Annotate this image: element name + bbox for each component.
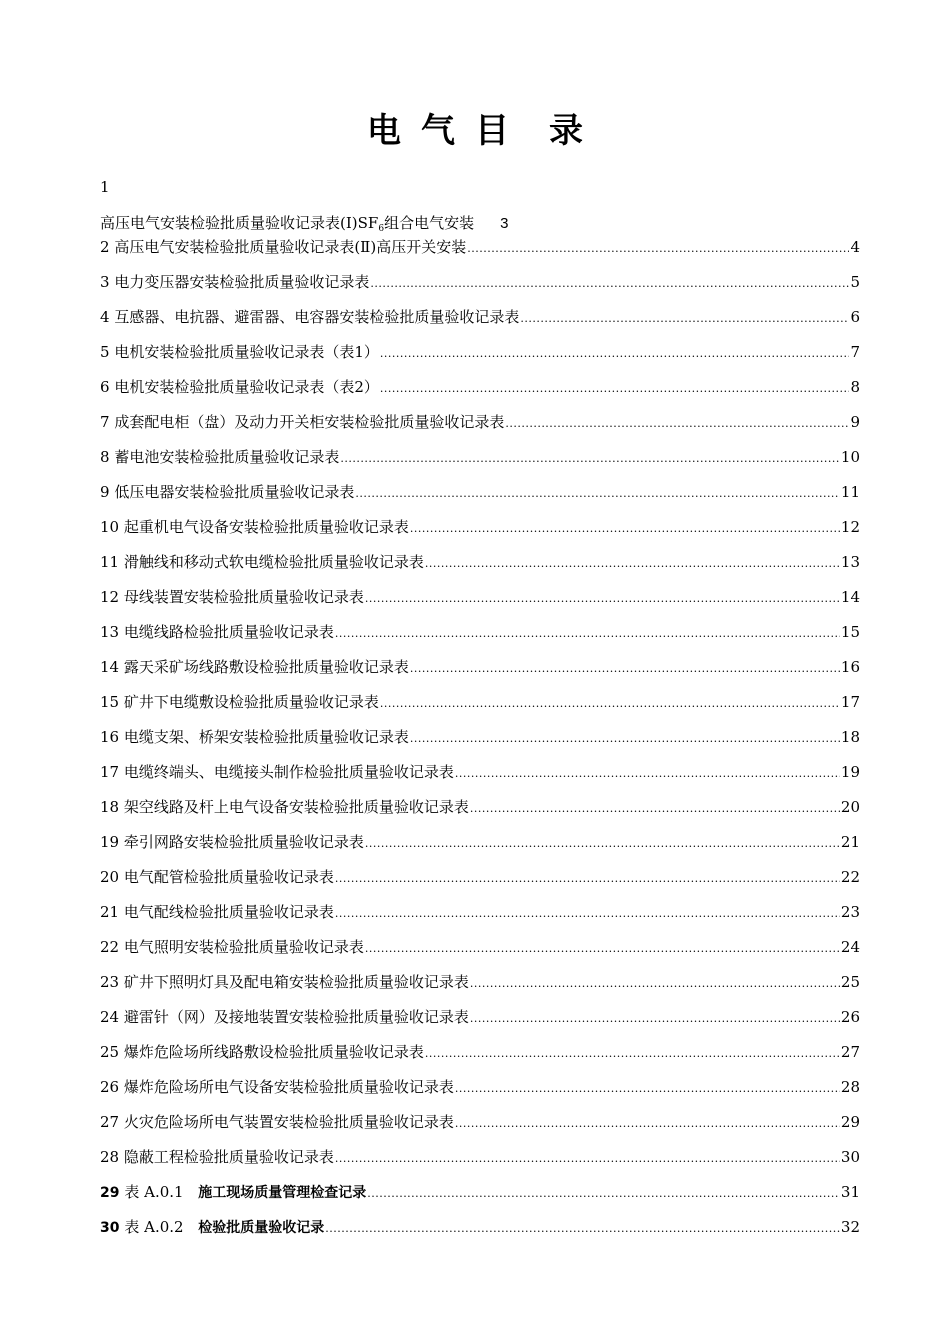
toc-entry-page: 24 [840,938,860,956]
toc-entry[interactable] [100,936,860,971]
toc-entry-number: 2 [100,238,110,256]
toc-entry-page: 11 [840,483,860,501]
toc-entry-number: 22 [100,938,120,956]
toc-entry-text: 电气配线检验批质量验收记录表 [123,903,334,921]
toc-entry-number: 16 [100,728,120,746]
toc-entry-label [100,271,369,292]
toc-entry-label [100,481,354,502]
dot-leader [335,627,840,640]
toc-entry-number: 14 [100,658,120,676]
toc-entry[interactable] [100,691,860,726]
toc-entry[interactable] [100,516,860,551]
toc-entry[interactable] [100,621,860,656]
toc-entry[interactable] [100,1216,860,1251]
toc-entry-number: 24 [100,1008,120,1026]
dot-leader [365,942,840,955]
toc-entry-text: 隐蔽工程检验批质量验收记录表 [123,1148,334,1166]
dot-leader [340,452,840,465]
toc-entry-number: 9 [100,483,110,501]
toc-entry-number: 10 [100,518,120,536]
toc-entry-page: 15 [840,623,860,641]
toc-entry-label [100,1076,454,1097]
toc-entry-number: 30 [100,1220,120,1236]
toc-entry-number: 20 [100,868,120,886]
toc-entry-code: 表 A.0.2 [124,1218,184,1236]
toc-entry-text: 电机安装检验批质量验收记录表（表1） [114,343,379,361]
toc-entry-text: 电缆线路检验批质量验收记录表 [123,623,334,641]
toc-entry-number: 5 [100,343,110,361]
toc-list [100,236,860,1251]
toc-entry-page: 12 [840,518,860,536]
toc-entry-number: 11 [100,553,120,571]
dot-leader [370,277,849,290]
dot-leader [335,1152,840,1165]
toc-entry-label [100,656,409,677]
toc-entry-number: 3 [100,273,110,291]
toc-entry[interactable] [100,1006,860,1041]
toc-entry-page: 10 [840,448,860,466]
toc-entry-page: 30 [840,1148,860,1166]
toc-entry[interactable] [100,446,860,481]
toc-entry[interactable] [100,551,860,586]
toc-entry-label [100,341,379,362]
dot-leader [380,382,850,395]
toc-entry-label [100,866,334,887]
dot-leader [505,417,849,430]
toc-entry-number: 8 [100,448,110,466]
toc-entry-text: 电机安装检验批质量验收记录表（表2） [114,378,379,396]
dot-leader [470,1012,840,1025]
toc-entry-page: 6 [850,308,860,326]
toc-entry-number: 29 [100,1185,120,1201]
dot-leader [335,872,840,885]
toc-entry[interactable] [100,411,860,446]
toc-entry-label [100,726,409,747]
dot-leader [380,347,850,360]
toc-entry-page: 13 [840,553,860,571]
toc-entry-text: 电气照明安装检验批质量验收记录表 [123,938,364,956]
toc-entry-label [100,551,424,572]
title-char: 录 [549,111,583,151]
toc-entry-label [100,1111,454,1132]
toc-entry-text: 露天采矿场线路敷设检验批质量验收记录表 [123,658,409,676]
toc-entry-code: 表 A.0.1 [124,1183,184,1201]
toc-entry-text: 爆炸危险场所电气设备安装检验批质量验收记录表 [123,1078,454,1096]
toc-entry-page: 25 [840,973,860,991]
toc-entry-number: 19 [100,833,120,851]
toc-entry[interactable] [100,306,860,341]
toc-entry[interactable] [100,901,860,936]
toc-entry[interactable] [100,796,860,831]
title-char: 目 [475,111,509,151]
toc-entry[interactable] [100,761,860,796]
toc-entry-page: 9 [850,413,860,431]
toc-entry-label [100,1216,324,1237]
toc-entry-1-text-after: 组合电气安装 [384,214,475,232]
toc-entry-1-text: 高压电气安装检验批质量验收记录表(Ⅰ)SF [100,214,379,232]
toc-entry-number: 26 [100,1078,120,1096]
toc-entry-text: 检验批质量验收记录 [198,1220,325,1236]
toc-entry-number: 7 [100,413,110,431]
toc-entry-text: 低压电器安装检验批质量验收记录表 [114,483,355,501]
toc-entry-page: 21 [840,833,860,851]
dot-leader [355,487,840,500]
toc-entry-label [100,691,379,712]
toc-entry-label [100,306,519,327]
toc-entry-text: 起重机电气设备安装检验批质量验收记录表 [123,518,409,536]
toc-entry-label [100,446,339,467]
toc-entry-label [100,621,334,642]
toc-entry-text: 蓄电池安装检验批质量验收记录表 [114,448,340,466]
toc-entry-text: 电气配管检验批质量验收记录表 [123,868,334,886]
toc-entry-label [100,796,469,817]
toc-entry-number: 25 [100,1043,120,1061]
dot-leader [410,662,840,675]
toc-entry-label [100,411,504,432]
dot-leader [425,557,840,570]
dot-leader [470,977,840,990]
toc-entry-page: 5 [850,273,860,291]
toc-entry[interactable] [100,1111,860,1146]
toc-entry-label [100,1181,366,1202]
dot-leader [455,767,840,780]
toc-entry[interactable] [100,656,860,691]
toc-entry[interactable] [100,341,860,376]
toc-entry-page: 31 [840,1183,860,1201]
toc-entry-number: 6 [100,378,110,396]
toc-entry-page: 28 [840,1078,860,1096]
toc-entry-page: 20 [840,798,860,816]
dot-leader [367,1187,840,1200]
toc-entry-page: 14 [840,588,860,606]
toc-entry-1-subscript: 6 [378,224,385,234]
toc-entry-label [100,1006,469,1027]
dot-leader [455,1082,840,1095]
toc-entry[interactable] [100,586,860,621]
dot-leader [325,1222,840,1235]
toc-entry-text: 矿井下电缆敷设检验批质量验收记录表 [123,693,379,711]
toc-entry-text: 高压电气安装检验批质量验收记录表(Ⅱ)高压开关安装 [114,238,467,256]
toc-entry-1[interactable] [100,212,508,234]
toc-entry-page: 17 [840,693,860,711]
toc-entry-1-number: 1 [100,178,110,196]
toc-entry-text: 矿井下照明灯具及配电箱安装检验批质量验收记录表 [123,973,469,991]
toc-entry[interactable] [100,1181,860,1216]
toc-entry-text: 成套配电柜（盘）及动力开关柜安装检验批质量验收记录表 [114,413,505,431]
toc-entry-page: 7 [850,343,860,361]
toc-entry-label [100,1146,334,1167]
dot-leader [410,732,840,745]
toc-entry-label [100,376,379,397]
toc-entry-text: 架空线路及杆上电气设备安装检验批质量验收记录表 [123,798,469,816]
toc-entry-page: 8 [850,378,860,396]
toc-entry-page: 16 [840,658,860,676]
toc-entry-label [100,236,466,257]
title-char: 电 [367,111,401,151]
dot-leader [410,522,840,535]
toc-entry-label [100,901,334,922]
toc-entry-text: 电力变压器安装检验批质量验收记录表 [114,273,370,291]
toc-entry-text: 施工现场质量管理检查记录 [198,1185,367,1201]
toc-entry[interactable] [100,236,860,271]
toc-entry[interactable] [100,481,860,516]
toc-entry-page: 26 [840,1008,860,1026]
toc-entry-number: 12 [100,588,120,606]
toc-entry-text: 电缆终端头、电缆接头制作检验批质量验收记录表 [123,763,454,781]
toc-entry[interactable] [100,1041,860,1076]
toc-entry-page: 4 [850,238,860,256]
toc-entry-page: 23 [840,903,860,921]
toc-entry[interactable] [100,1146,860,1181]
toc-entry-number: 28 [100,1148,120,1166]
toc-entry-page: 18 [840,728,860,746]
dot-leader [470,802,840,815]
toc-entry-page: 29 [840,1113,860,1131]
toc-entry-label [100,586,364,607]
dot-leader [425,1047,840,1060]
toc-entry-text: 牵引网路安装检验批质量验收记录表 [123,833,364,851]
toc-entry-page: 22 [840,868,860,886]
dot-leader [365,592,840,605]
toc-entry-number: 23 [100,973,120,991]
toc-entry-number: 15 [100,693,120,711]
toc-entry-page: 27 [840,1043,860,1061]
toc-entry-label [100,936,364,957]
dot-leader [467,242,849,255]
toc-entry-label [100,1041,424,1062]
toc-entry-label [100,971,469,992]
toc-entry-text: 母线装置安装检验批质量验收记录表 [123,588,364,606]
page-title [0,103,950,152]
toc-entry-number: 27 [100,1113,120,1131]
dot-leader [520,312,849,325]
toc-entry[interactable] [100,1076,860,1111]
toc-entry[interactable] [100,831,860,866]
toc-entry[interactable] [100,726,860,761]
dot-leader [335,907,840,920]
toc-entry-text: 爆炸危险场所线路敷设检验批质量验收记录表 [123,1043,424,1061]
toc-entry-number: 13 [100,623,120,641]
dot-leader [380,697,840,710]
toc-entry-number: 18 [100,798,120,816]
toc-entry-text: 滑触线和移动式软电缆检验批质量验收记录表 [123,553,424,571]
toc-entry-page: 32 [840,1218,860,1236]
toc-entry[interactable] [100,971,860,1006]
toc-entry[interactable] [100,271,860,306]
toc-entry-text: 避雷针（网）及接地装置安装检验批质量验收记录表 [123,1008,469,1026]
toc-entry-number: 4 [100,308,110,326]
toc-entry-label [100,761,454,782]
title-char: 气 [421,111,455,151]
toc-entry-number: 21 [100,903,120,921]
toc-entry-text: 电缆支架、桥架安装检验批质量验收记录表 [123,728,409,746]
toc-entry-number: 17 [100,763,120,781]
dot-leader [365,837,840,850]
toc-entry-text: 互感器、电抗器、避雷器、电容器安装检验批质量验收记录表 [114,308,520,326]
toc-entry-text: 火灾危险场所电气装置安装检验批质量验收记录表 [123,1113,454,1131]
toc-entry-1-page: 3 [500,215,509,232]
toc-entry-page: 19 [840,763,860,781]
dot-leader [455,1117,840,1130]
toc-entry-label [100,516,409,537]
toc-entry-label [100,831,364,852]
toc-entry[interactable] [100,376,860,411]
toc-entry[interactable] [100,866,860,901]
